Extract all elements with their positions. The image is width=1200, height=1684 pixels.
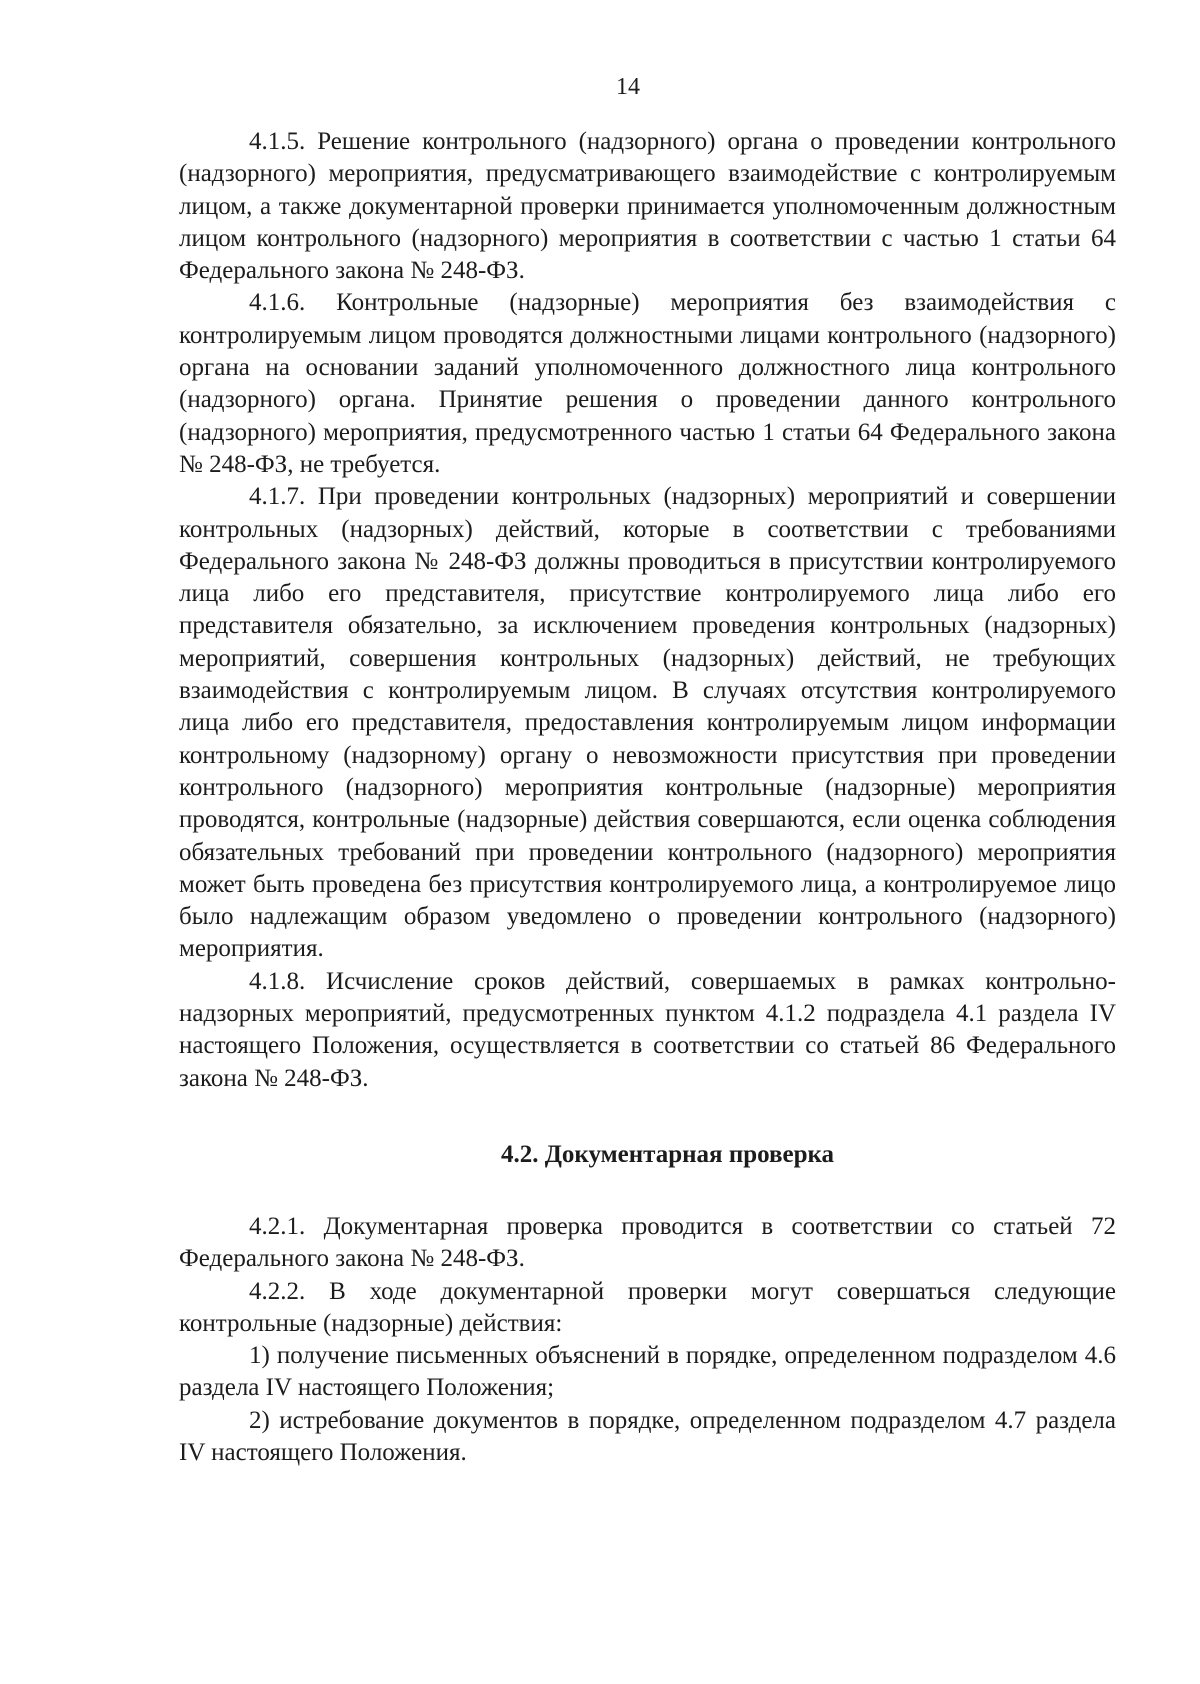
page-number: 14 [616,74,640,100]
list-item-1: 1) получение письменных объяснений в порядке, определенном подразделом 4.6 раздела IV настоящего Положения; [179,1342,1116,1402]
document-body [179,126,1116,1469]
paragraph-4-1-5: 4.1.5. Решение контрольного (надзорного) органа о проведении контрольного (надзорного) мероприятия, предусматривающего взаимодействие с контролируемым лицом, а также документарной проверки принимается уполномоченным должностным лицом контрольного (надзорного) мероприятия в соответствии с частью 1 статьи 64 Федерального закона № 248-ФЗ. [179,128,1116,285]
paragraph-4-2-2: 4.2.2. В ходе документарной проверки могут совершаться следующие контрольные (надзорные) действия: [179,1277,1116,1337]
section-heading: 4.2. Документарная проверка [500,1140,835,1168]
paragraph-4-2-1: 4.2.1. Документарная проверка проводится в соответствии со статьей 72 Федерального закона № 248-ФЗ. [179,1212,1116,1273]
paragraph-4-1-7: 4.1.7. При проведении контрольных (надзорных) мероприятий и совершении контрольных (надзорных) действий, которые в соответствии с требованиями Федерального закона № 248-ФЗ должны проводиться в присутствии контролируемого лица либо его представителя, присутствие контролируемого лица либо его представителя обязательно, за исключением проведения контрольных (надзорных) мероприятий, совершения контрольных (надзорных) действий, не требующих взаимодействия с контролируемым лицом. В случаях отсутствия контролируемого лица либо его представителя, предоставления контролируемым лицом информации контрольному (надзорному) органу о невозможности присутствия при проведении контрольного (надзорного) мероприятия контрольные (надзорные) мероприятия проводятся, контрольные (надзорные) действия совершаются, если оценка соблюдения обязательных требований при проведении контрольного (надзорного) мероприятия может быть проведена без присутствия контролируемого лица, а контролируемое лицо было надлежащим образом уведомлено о проведении контрольного (надзорного) мероприятия. [179,483,1116,963]
paragraph-4-1-8: 4.1.8. Исчисление сроков действий, совершаемых в рамках контрольно-надзорных мероприятий, предусмотренных пунктом 4.1.2 подраздела 4.1 раздела IV настоящего Положения, осуществляется в соответствии со статьей 86 Федерального закона № 248-ФЗ. [179,967,1116,1092]
paragraph-4-1-6: 4.1.6. Контрольные (надзорные) мероприятия без взаимодействия с контролируемым лицом проводятся должностными лицами контрольного (надзорного) органа на основании заданий уполномоченного должностного лица контрольного (надзорного) органа. Принятие решения о проведении данного контрольного (надзорного) мероприятия, предусмотренного частью 1 статьи 64 Федерального закона № 248-ФЗ, не требуется. [179,289,1116,478]
list-item-2: 2) истребование документов в порядке, определенном подразделом 4.7 раздела IV настоящего Положения. [179,1406,1116,1466]
